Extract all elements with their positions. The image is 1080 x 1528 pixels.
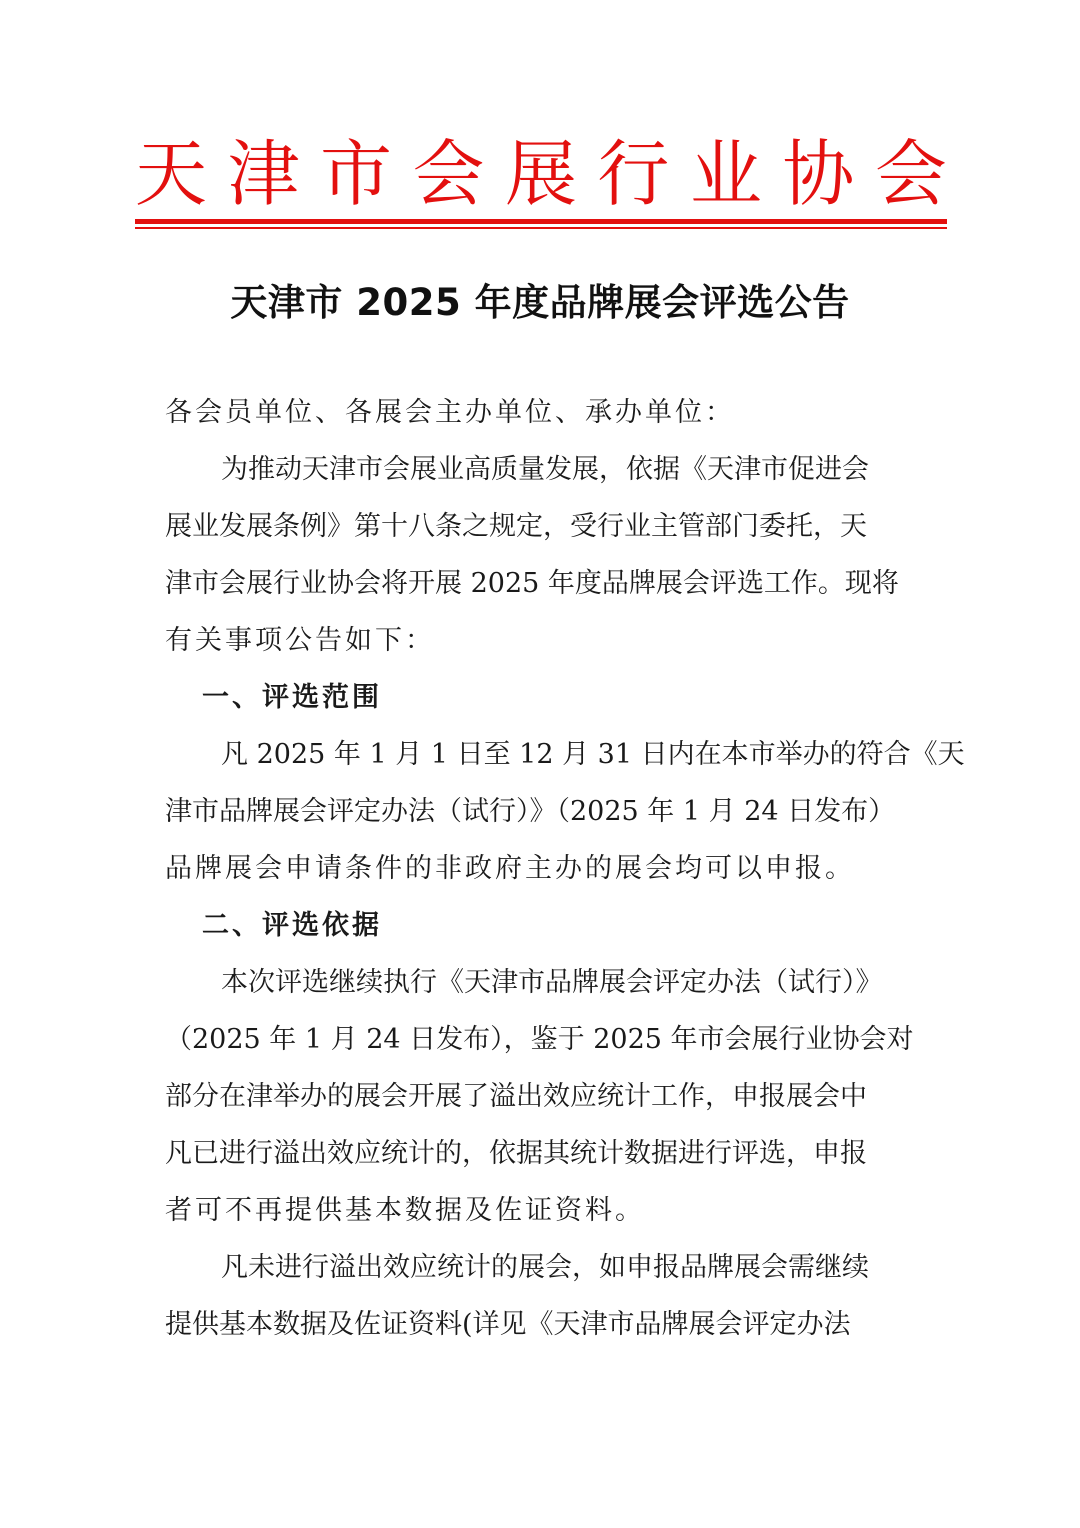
paragraph-line <box>165 498 917 555</box>
paragraph-line <box>165 1011 917 1068</box>
letterhead-char: 会 <box>874 132 947 216</box>
heading-text: 二、评选依据 <box>202 910 382 941</box>
letterhead-char: 天 <box>135 132 208 216</box>
line-text: 品牌展会申请条件的非政府主办的展会均可以申报。 <box>165 853 855 884</box>
line-text: 津市会展行业协会将开展 2025 年度品牌展会评选工作。现将 <box>165 568 899 599</box>
letterhead-char: 市 <box>319 132 392 216</box>
paragraph-line <box>165 783 917 840</box>
paragraph-line <box>165 1068 917 1125</box>
paragraph-line <box>165 1239 917 1296</box>
letterhead-char: 津 <box>227 132 300 216</box>
org-letterhead <box>135 128 947 220</box>
line-text: 凡未进行溢出效应统计的展会，如申报品牌展会需继续 <box>221 1252 869 1283</box>
line-text: 各会员单位、各展会主办单位、承办单位： <box>165 397 735 428</box>
heading-text: 一、评选范围 <box>202 682 382 713</box>
letterhead-char: 行 <box>597 132 670 216</box>
letterhead-char: 业 <box>689 132 762 216</box>
section-heading <box>165 669 917 726</box>
paragraph-line <box>165 1125 917 1182</box>
line-text: 提供基本数据及佐证资料(详见《天津市品牌展会评定办法 <box>165 1309 851 1340</box>
line-text: 者可不再提供基本数据及佐证资料。 <box>165 1195 645 1226</box>
line-text: （2025 年 1 月 24 日发布），鉴于 2025 年市会展行业协会对 <box>165 1024 914 1055</box>
salutation-line <box>165 384 917 441</box>
section-heading <box>165 897 917 954</box>
paragraph-line <box>165 954 917 1011</box>
line-text: 凡 2025 年 1 月 1 日至 12 月 31 日内在本市举办的符合《天 <box>221 739 965 770</box>
letterhead-char: 协 <box>782 132 855 216</box>
paragraph-line <box>165 1296 917 1353</box>
line-text: 为推动天津市会展业高质量发展，依据《天津市促进会 <box>221 454 869 485</box>
letterhead-char: 会 <box>412 132 485 216</box>
paragraph-line <box>165 726 965 783</box>
letterhead-rule-thick <box>135 219 947 224</box>
paragraph-line <box>165 612 917 669</box>
line-text: 津市品牌展会评定办法（试行）》（2025 年 1 月 24 日发布） <box>165 796 896 827</box>
document-body <box>165 384 965 1353</box>
line-text: 有关事项公告如下： <box>165 625 435 656</box>
line-text: 部分在津举办的展会开展了溢出效应统计工作，申报展会中 <box>165 1081 867 1112</box>
paragraph-line <box>165 441 917 498</box>
line-text: 本次评选继续执行《天津市品牌展会评定办法（试行）》 <box>221 967 883 998</box>
paragraph-line <box>165 1182 917 1239</box>
line-text: 展业发展条例》第十八条之规定，受行业主管部门委托，天 <box>165 511 867 542</box>
letterhead-rule-thin <box>135 227 947 229</box>
line-text: 凡已进行溢出效应统计的，依据其统计数据进行评选，申报 <box>165 1138 867 1169</box>
paragraph-line <box>165 555 917 612</box>
letterhead-char: 展 <box>504 132 577 216</box>
paragraph-line <box>165 840 917 897</box>
document-title: 天津市 2025 年度品牌展会评选公告 <box>230 281 850 324</box>
